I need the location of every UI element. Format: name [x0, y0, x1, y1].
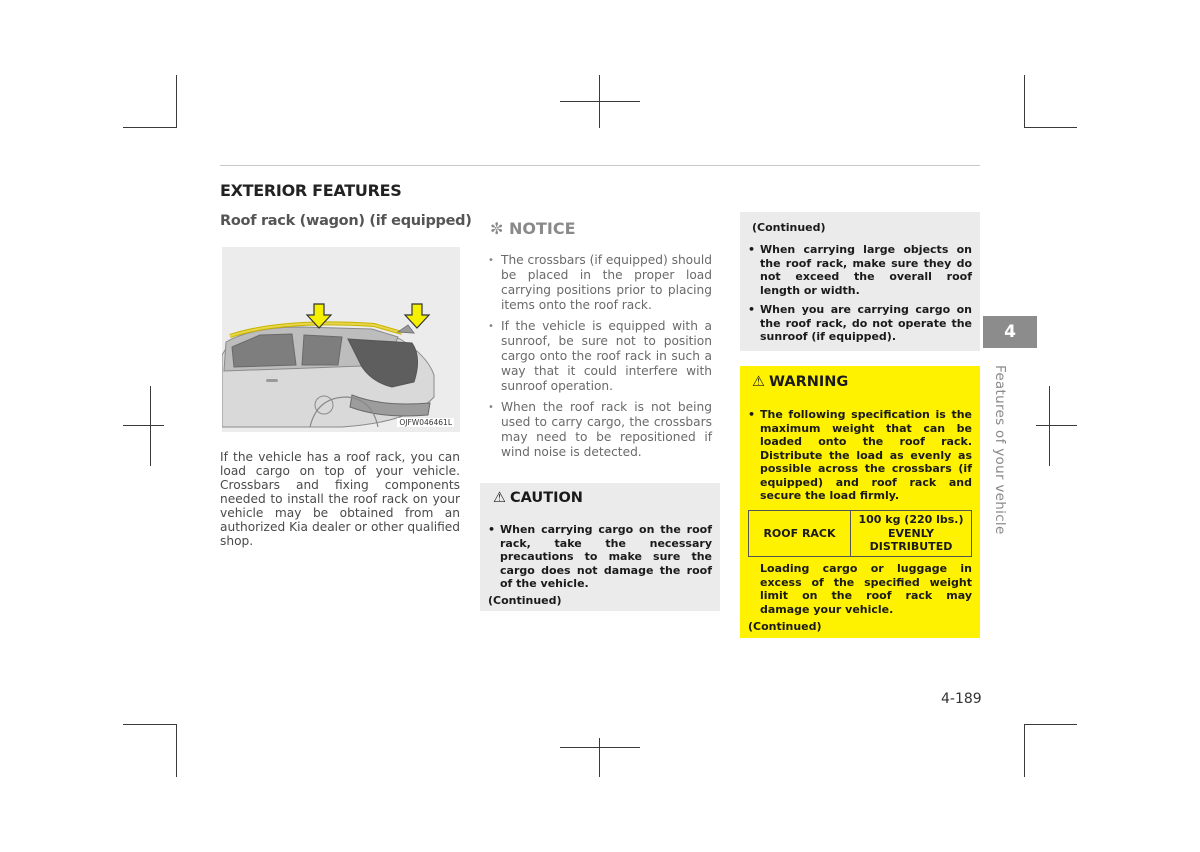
caution-list: [488, 523, 712, 597]
crop-mark: [176, 724, 177, 777]
continued-label: (Continued): [488, 594, 562, 607]
caution-title: CAUTION: [510, 490, 583, 506]
warning-heading: [752, 374, 848, 390]
continued-heading: (Continued): [752, 221, 826, 234]
notice-list: [488, 253, 712, 466]
registration-mark: [1036, 425, 1077, 426]
warning-box: [740, 366, 980, 638]
subsection-title: Roof rack (wagon) (if equipped): [220, 213, 472, 229]
registration-mark: [560, 101, 640, 102]
warning-note: Loading cargo or luggage in excess of the specified weight limit on the roof rack may damage your vehicle.: [760, 562, 972, 616]
list-item: • The crossbars (if equipped) should be placed in the proper load carrying positions prior to placing items onto the roof rack.: [488, 253, 712, 313]
caution-heading: [493, 490, 583, 506]
caution-box: [480, 483, 720, 611]
chapter-tab: 4: [983, 316, 1037, 348]
crop-mark: [123, 127, 177, 128]
table-cell-value: [851, 511, 972, 557]
list-item: • When you are carrying cargo on the roof rack, do not operate the sunroof (if equipped).: [748, 303, 972, 344]
spec-table: [748, 510, 972, 557]
list-item: • If the vehicle is equipped with a sunroof, be sure not to position cargo onto the roof rack in such a way that it could interfere with sunroof operation.: [488, 319, 712, 394]
registration-mark: [560, 747, 640, 748]
value-line: EVENLY DISTRIBUTED: [869, 526, 953, 553]
crop-mark: [176, 75, 177, 128]
list-item: • When the roof rack is not being used to carry cargo, the crossbars may need to be repositioned if wind noise is detected.: [488, 400, 712, 460]
header-rule: [220, 165, 980, 166]
table-cell-label: ROOF RACK: [749, 511, 851, 557]
intro-paragraph: If the vehicle has a roof rack, you can load cargo on top of your vehicle. Crossbars and fixing components needed to install the roof rack on your vehicle may be obtained from an authorized Kia dealer or other qualified shop.: [220, 450, 460, 548]
section-title: EXTERIOR FEATURES: [220, 181, 402, 200]
list-item: • When carrying cargo on the roof rack, take the necessary precautions to make sure the cargo does not damage the roof of the vehicle.: [488, 523, 712, 591]
registration-mark: [1049, 386, 1050, 466]
figure-caption: OJFW046461L: [399, 418, 452, 427]
continued-label: (Continued): [748, 620, 822, 633]
continued-box: [740, 212, 980, 351]
warning-triangle-icon: ⚠: [493, 490, 506, 506]
crop-mark: [1024, 724, 1077, 725]
roof-rack-illustration: [222, 247, 460, 432]
warning-list: [748, 408, 972, 509]
asterisk-icon: ✼: [490, 219, 504, 238]
crop-mark: [1024, 127, 1077, 128]
page-number: 4-189: [941, 691, 982, 707]
list-item: • The following specification is the maximum weight that can be loaded onto the roof rack. Distribute the load as evenly as possible across the crossbars (if equipped) and roof rack and secure the load firmly.: [748, 408, 972, 503]
continued-list: [748, 243, 972, 350]
crop-mark: [1024, 724, 1025, 777]
registration-mark: [599, 738, 600, 777]
warning-triangle-icon: ⚠: [752, 374, 765, 390]
notice-heading: [490, 219, 576, 238]
warning-title: WARNING: [769, 374, 849, 390]
crop-mark: [123, 724, 177, 725]
registration-mark: [123, 425, 164, 426]
list-item: • When carrying large objects on the roof rack, make sure they do not exceed the overall roof length or width.: [748, 243, 972, 297]
chapter-title-vertical: Features of your vehicle: [992, 365, 1008, 535]
value-line: 100 kg (220 lbs.): [858, 513, 964, 526]
crop-mark: [1024, 75, 1025, 128]
registration-mark: [150, 386, 151, 466]
car-rear-illustration: [222, 247, 460, 432]
notice-title: NOTICE: [508, 219, 576, 238]
